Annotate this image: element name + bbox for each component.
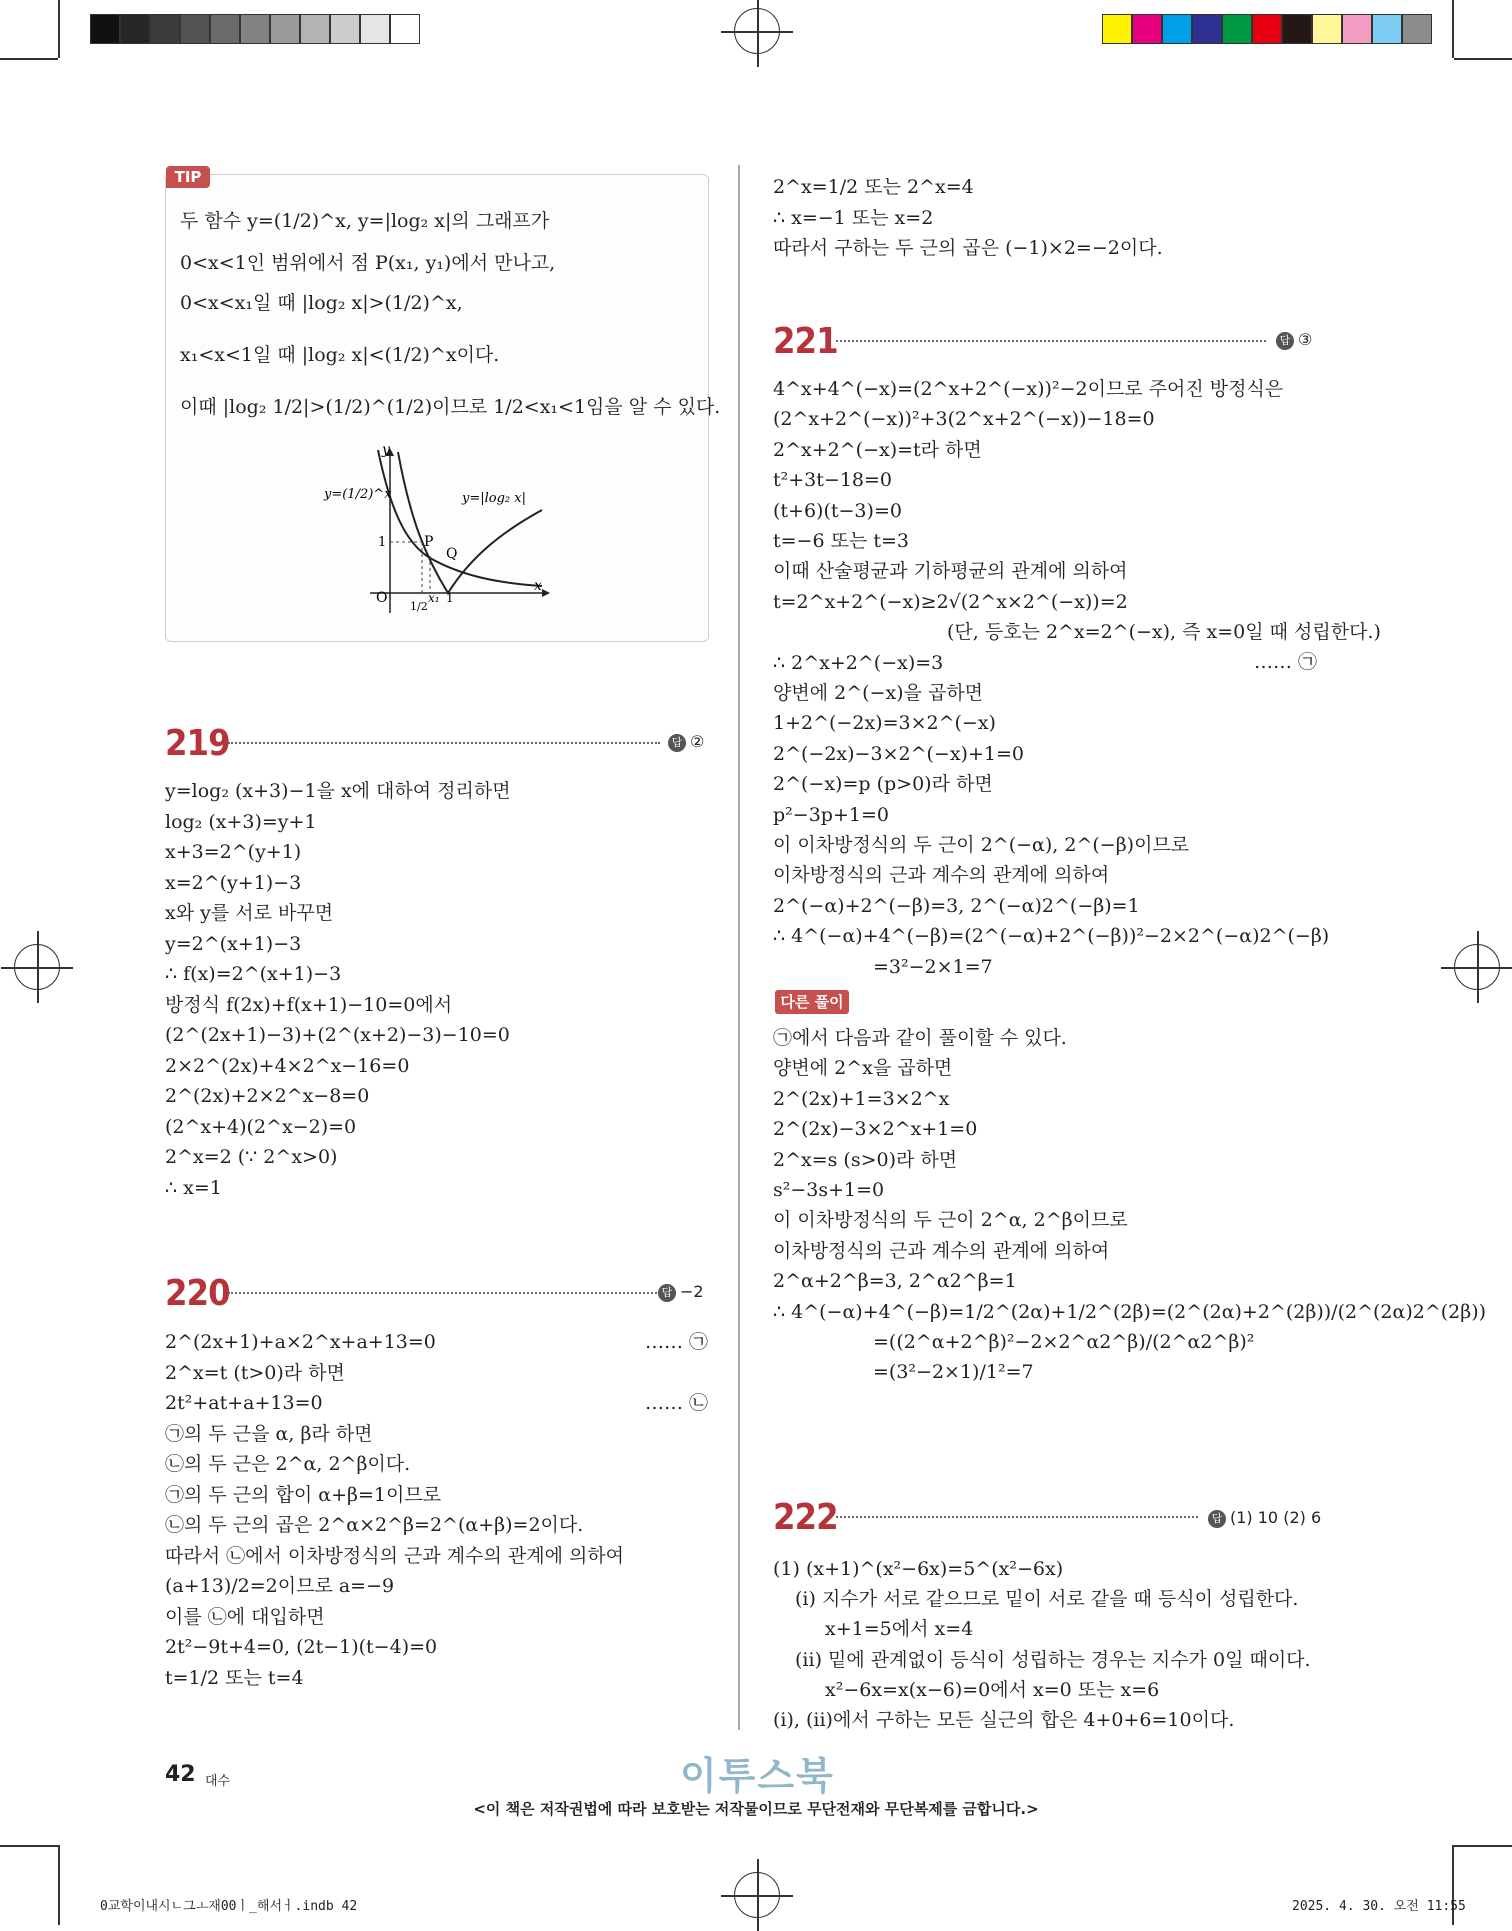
- solution-line: =(3²−2×1)/1²=7: [873, 1361, 1034, 1384]
- alternative-solution-label: 다른 풀이: [775, 990, 849, 1014]
- solution-line: 2^(−α)+2^(−β)=3, 2^(−α)2^(−β)=1: [773, 894, 1140, 917]
- solution-line: x+3=2^(y+1): [165, 841, 302, 863]
- solution-line: 2^x+2^(−x)=t라 하면: [773, 438, 982, 461]
- color-swatch: [1102, 14, 1132, 44]
- crop-mark: [0, 1845, 58, 1847]
- solution-line: 2^(2x)+2×2^x−8=0: [165, 1085, 370, 1107]
- tip-line: 0<x<1인 범위에서 점 P(x₁, y₁)에서 만나고,: [180, 252, 556, 274]
- color-swatch: [210, 14, 240, 44]
- solution-line: p²−3p+1=0: [773, 803, 889, 826]
- crop-mark: [58, 1845, 60, 1925]
- color-swatch: [180, 14, 210, 44]
- solution-line: y=2^(x+1)−3: [165, 932, 302, 955]
- tip-graph: [310, 438, 560, 628]
- solution-line: 따라서 구하는 두 근의 곱은 (−1)×2=−2이다.: [773, 237, 1163, 259]
- answer-value: (1) 10 (2) 6: [1230, 1508, 1322, 1527]
- solution-line: 2^x=2 (∵ 2^x>0): [165, 1146, 338, 1168]
- graph-point-p: P: [424, 534, 434, 550]
- crop-mark: [1454, 58, 1512, 60]
- color-swatch: [1342, 14, 1372, 44]
- solution-line: =((2^α+2^β)²−2×2^α2^β)/(2^α2^β)²: [873, 1331, 1255, 1353]
- crop-mark: [1454, 1845, 1512, 1847]
- solution-line: 방정식 f(2x)+f(x+1)−10=0에서: [165, 993, 453, 1016]
- crop-mark: [0, 58, 58, 60]
- crop-mark: [58, 0, 60, 58]
- answer-badge: 답: [668, 734, 686, 752]
- color-swatch: [1132, 14, 1162, 44]
- registration-mark: [1454, 944, 1500, 990]
- problem-number-221: 221: [773, 321, 838, 362]
- answer-badge: 답: [1208, 1510, 1226, 1528]
- solution-line: (2^x+4)(2^x−2)=0: [165, 1115, 357, 1138]
- solution-line: 2^(2x+1)+a×2^x+a+13=0: [165, 1331, 436, 1353]
- solution-line: (2^(2x+1)−3)+(2^(x+2)−3)−10=0: [165, 1024, 510, 1046]
- solution-line: 따라서 ㉡에서 이차방정식의 근과 계수의 관계에 의하여: [165, 1544, 625, 1567]
- solution-line: (단, 등호는 2^x=2^(−x), 즉 x=0일 때 성립한다.): [947, 621, 1381, 644]
- color-swatch: [330, 14, 360, 44]
- solution-line: ㉠의 두 근의 합이 α+β=1이므로: [165, 1483, 442, 1506]
- solution-line: ㉠에서 다음과 같이 풀이할 수 있다.: [773, 1027, 1067, 1049]
- equation-mark: …… ㉡: [645, 1392, 709, 1414]
- color-swatch: [150, 14, 180, 44]
- graph-x-label: x: [534, 578, 542, 594]
- color-swatch: [390, 14, 420, 44]
- solution-line: 2^(−2x)−3×2^(−x)+1=0: [773, 742, 1024, 765]
- solution-line: ∴ 4^(−α)+4^(−β)=1/2^(2α)+1/2^(2β)=(2^(2α)+2^(2β))/(2^(2α)2^(2β)): [773, 1300, 1487, 1323]
- solution-line: t=2^x+2^(−x)≥2√(2^x×2^(−x))=2: [773, 590, 1128, 613]
- publisher-logo: 이투스북: [680, 1754, 835, 1798]
- tip-line: x₁<x<1일 때 |log₂ x|<(1/2)^x이다.: [180, 344, 500, 366]
- graph-curve1-label: y=(1/2)^x: [324, 487, 392, 502]
- solution-line: 2^x=t (t>0)라 하면: [165, 1361, 345, 1384]
- color-swatch: [240, 14, 270, 44]
- solution-line: x=2^(y+1)−3: [165, 871, 302, 894]
- solution-line: 2^(2x)+1=3×2^x: [773, 1087, 950, 1110]
- graph-tick-one: 1: [446, 591, 454, 605]
- graph-y-label: y: [382, 442, 390, 458]
- solution-line: 2×2^(2x)+4×2^x−16=0: [165, 1054, 410, 1077]
- answer-value: ②: [690, 732, 705, 751]
- color-swatch: [270, 14, 300, 44]
- solution-line: 2^α+2^β=3, 2^α2^β=1: [773, 1270, 1017, 1293]
- color-swatch: [360, 14, 390, 44]
- answer-badge: 답: [1276, 332, 1294, 350]
- crop-mark: [1452, 0, 1454, 58]
- graph-tick-half: 1/2: [410, 600, 428, 613]
- solution-line: 이차방정식의 근과 계수의 관계에 의하여: [773, 864, 1110, 887]
- solution-line: 2t²−9t+4=0, (2t−1)(t−4)=0: [165, 1636, 438, 1658]
- dotted-leader: [836, 340, 1266, 342]
- solution-line: (t+6)(t−3)=0: [773, 499, 902, 522]
- solution-line: (a+13)/2=2이므로 a=−9: [165, 1575, 395, 1597]
- color-swatch: [1222, 14, 1252, 44]
- solution-line: 1+2^(−2x)=3×2^(−x): [773, 712, 996, 735]
- answer-221: [1276, 329, 1312, 351]
- graph-tick-1: 1: [378, 535, 387, 550]
- solution-line: 이때 산술평균과 기하평균의 관계에 의하여: [773, 560, 1128, 583]
- solution-line: ㉡의 두 근의 곱은 2^α×2^β=2^(α+β)=2이다.: [165, 1514, 584, 1536]
- color-swatch: [1372, 14, 1402, 44]
- graph-tick-x1: x₁: [428, 591, 440, 605]
- answer-222: [1208, 1507, 1321, 1529]
- solution-line: log₂ (x+3)=y+1: [165, 810, 317, 833]
- color-swatch: [1402, 14, 1432, 44]
- equation-mark: …… ㉠: [1254, 651, 1318, 673]
- dotted-leader: [836, 1516, 1198, 1518]
- page-number: 42: [165, 1762, 196, 1787]
- solution-line: 2t²+at+a+13=0: [165, 1392, 323, 1414]
- solution-line: 2^(2x)−3×2^x+1=0: [773, 1118, 978, 1141]
- curve-log: [398, 452, 542, 593]
- solution-line: t²+3t−18=0: [773, 469, 893, 492]
- color-swatch: [1252, 14, 1282, 44]
- section-name: 대수: [205, 1774, 231, 1789]
- answer-value: ③: [1298, 330, 1313, 349]
- tip-line: 두 함수 y=(1/2)^x, y=|log₂ x|의 그래프가: [180, 210, 550, 232]
- solution-line: 4^x+4^(−x)=(2^x+2^(−x))²−2이므로 주어진 방정식은: [773, 378, 1284, 400]
- graph-point-q: Q: [446, 546, 458, 562]
- solution-line: (i) 지수가 서로 같으므로 밑이 서로 같을 때 등식이 성립한다.: [795, 1588, 1299, 1611]
- problem-number-219: 219: [165, 723, 230, 764]
- answer-220: [658, 1281, 704, 1303]
- solution-line: 이 이차방정식의 두 근이 2^(−α), 2^(−β)이므로: [773, 834, 1190, 856]
- solution-line: 2^x=s (s>0)라 하면: [773, 1148, 958, 1171]
- solution-line: ㉡의 두 근은 2^α, 2^β이다.: [165, 1453, 411, 1475]
- registration-mark: [14, 944, 60, 990]
- solution-line: (ii) 밑에 관계없이 등식이 성립하는 경우는 지수가 0일 때이다.: [795, 1648, 1311, 1671]
- solution-line: =3²−2×1=7: [873, 955, 993, 978]
- solution-line: (2^x+2^(−x))²+3(2^x+2^(−x))−18=0: [773, 408, 1155, 431]
- solution-line: 양변에 2^x을 곱하면: [773, 1057, 953, 1080]
- solution-line: 2^(−x)=p (p>0)라 하면: [773, 773, 993, 796]
- solution-line: x와 y를 서로 바꾸면: [165, 902, 334, 924]
- color-swatch: [1282, 14, 1312, 44]
- tip-line: 0<x<x₁일 때 |log₂ x|>(1/2)^x,: [180, 292, 463, 314]
- solution-line: ∴ x=−1 또는 x=2: [773, 206, 934, 229]
- solution-line: y=log₂ (x+3)−1을 x에 대하여 정리하면: [165, 780, 511, 802]
- color-swatch: [1192, 14, 1222, 44]
- tip-line: 이때 |log₂ 1/2|>(1/2)^(1/2)이므로 1/2<x₁<1임을 알 수 있다.: [180, 396, 721, 418]
- color-swatch: [120, 14, 150, 44]
- registration-mark: [734, 1872, 780, 1918]
- solution-line: 이 이차방정식의 두 근이 2^α, 2^β이므로: [773, 1209, 1128, 1232]
- solution-line: 이차방정식의 근과 계수의 관계에 의하여: [773, 1239, 1110, 1262]
- answer-value: −2: [680, 1282, 704, 1301]
- equation-mark: …… ㉠: [645, 1331, 709, 1353]
- color-swatch: [1312, 14, 1342, 44]
- solution-line: ∴ 2^x+2^(−x)=3: [773, 651, 944, 674]
- solution-line: (1) (x+1)^(x²−6x)=5^(x²−6x): [773, 1558, 1064, 1580]
- copyright-notice: <이 책은 저작권법에 따라 보호받는 저작물이므로 무단전재와 무단복제를 금합니다.>: [473, 1800, 1039, 1818]
- color-swatch: [300, 14, 330, 44]
- solution-line: ∴ 4^(−α)+4^(−β)=(2^(−α)+2^(−β))²−2×2^(−α)2^(−β): [773, 925, 1330, 948]
- graph-curve2-label: y=|log₂ x|: [462, 491, 526, 506]
- color-swatch: [1162, 14, 1192, 44]
- solution-line: (i), (ii)에서 구하는 모든 실근의 합은 4+0+6=10이다.: [773, 1709, 1235, 1731]
- solution-line: 2^x=1/2 또는 2^x=4: [773, 176, 974, 198]
- solution-line: ∴ f(x)=2^(x+1)−3: [165, 963, 342, 985]
- print-slug-date: 2025. 4. 30. 오전 11:55: [1292, 1899, 1466, 1914]
- print-slug-file: 0교학이내시ㄴ그ㅗ재00ㅣ_해서ㅓ.indb 42: [100, 1899, 358, 1914]
- solution-line: s²−3s+1=0: [773, 1179, 885, 1201]
- solution-line: ㉠의 두 근을 α, β라 하면: [165, 1422, 373, 1445]
- graph-origin: O: [376, 590, 388, 606]
- problem-number-222: 222: [773, 1497, 838, 1538]
- registration-mark: [734, 8, 780, 54]
- tip-label: TIP: [166, 166, 210, 188]
- problem-number-220: 220: [165, 1273, 230, 1314]
- color-swatch: [90, 14, 120, 44]
- solution-line: t=1/2 또는 t=4: [165, 1666, 304, 1689]
- dotted-leader: [228, 742, 660, 744]
- solution-line: x+1=5에서 x=4: [825, 1618, 974, 1641]
- column-divider: [738, 165, 740, 1730]
- solution-line: 양변에 2^(−x)을 곱하면: [773, 682, 984, 704]
- solution-line: t=−6 또는 t=3: [773, 530, 909, 552]
- dotted-leader: [228, 1292, 660, 1294]
- answer-badge: 답: [658, 1284, 676, 1302]
- solution-line: x²−6x=x(x−6)=0에서 x=0 또는 x=6: [825, 1678, 1160, 1701]
- answer-219: [668, 731, 704, 753]
- solution-line: ∴ x=1: [165, 1176, 222, 1199]
- solution-line: 이를 ㉡에 대입하면: [165, 1605, 325, 1628]
